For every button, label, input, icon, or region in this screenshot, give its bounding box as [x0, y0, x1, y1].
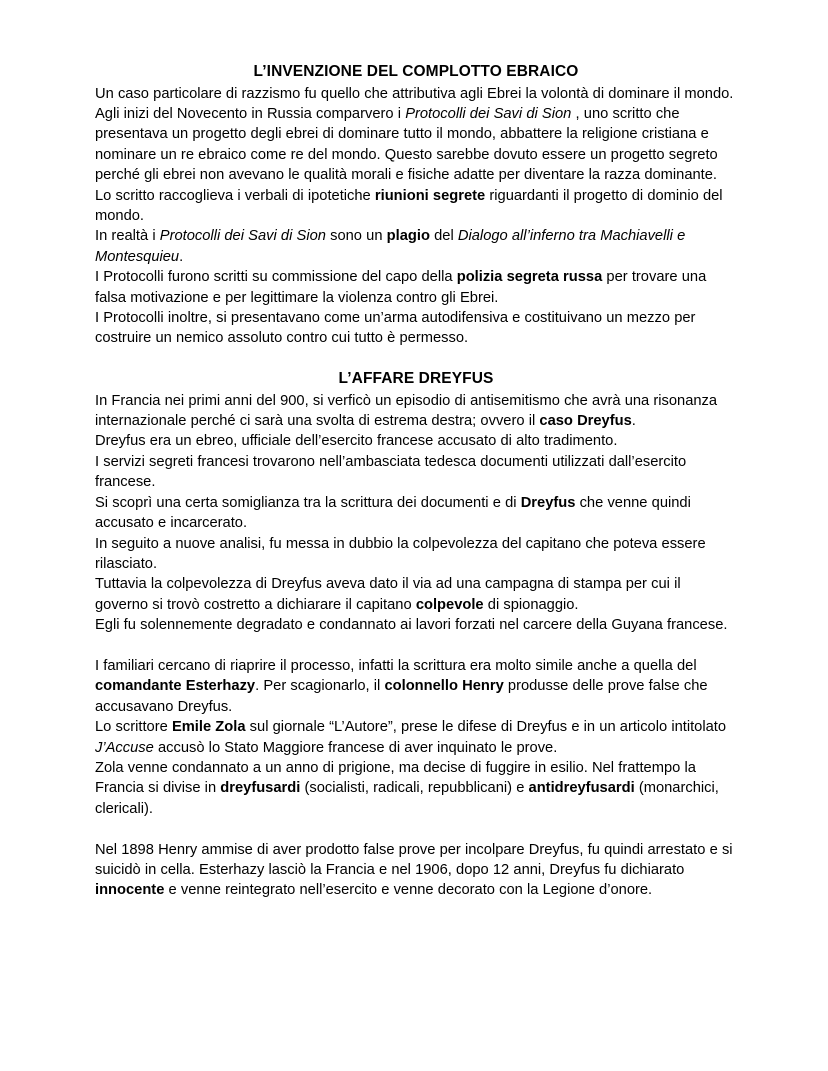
- text-run: I familiari cercano di riaprire il processo, infatti la scrittura era molto simile anche a quella del: [95, 657, 697, 674]
- italic-run: Dialogo all’inferno tra Machiavelli e Montesquieu: [95, 228, 686, 265]
- paragraph: [95, 267, 737, 308]
- paragraph: [95, 840, 737, 901]
- paragraph: [95, 308, 737, 349]
- text-run: Si scoprì una certa somiglianza tra la scrittura dei documenti e di: [95, 494, 521, 511]
- text-run: che venne quindi accusato e incarcerato.: [95, 494, 691, 532]
- section-heading: L’INVENZIONE DEL COMPLOTTO EBRAICO: [253, 63, 579, 80]
- paragraph: [95, 717, 737, 758]
- text-run: In Francia nei primi anni del 900, si verficò un episodio di antisemitismo che avrà una risonanza internazionale perché ci sarà una svolta di estrema destra; ovvero il: [95, 392, 718, 430]
- paragraph: [95, 452, 737, 493]
- bold-run: caso Dreyfus: [539, 413, 632, 430]
- text-run: Lo scrittore: [95, 719, 172, 736]
- paragraph: [95, 758, 737, 819]
- text-run: sono un: [325, 228, 387, 245]
- paragraph: [95, 186, 737, 227]
- paragraph: [95, 656, 737, 717]
- text-run: In seguito a nuove analisi, fu messa in dubbio la colpevolezza del capitano che poteva essere rilasciato.: [95, 535, 706, 572]
- bold-run: riunioni segrete: [374, 187, 486, 204]
- text-run: accusò lo Stato Maggiore francese di aver inquinato le prove.: [153, 739, 558, 756]
- paragraph: [95, 431, 737, 451]
- bold-run: antidreyfusardi: [528, 780, 635, 797]
- paragraph: [95, 574, 737, 615]
- paragraph-spacer: [95, 819, 737, 839]
- bold-run: Dreyfus: [520, 494, 576, 511]
- section-heading: L’AFFARE DREYFUS: [338, 370, 494, 388]
- text-run: Un caso particolare di razzismo fu quello che attributiva agli Ebrei la volontà di dominare il mondo.: [95, 85, 734, 102]
- bold-run: plagio: [386, 228, 430, 245]
- text-run: (monarchici, clericali).: [95, 780, 719, 817]
- bold-run: colonnello Henry: [384, 678, 504, 695]
- text-run: .: [631, 413, 636, 430]
- paragraph: [95, 84, 737, 104]
- paragraph: [95, 104, 737, 186]
- text-run: sul giornale “L’Autore”, prese le difese di Dreyfus e in un articolo intitolato: [245, 719, 727, 736]
- text-run: , uno scritto che presentava un progetto degli ebrei di dominare tutto il mondo, abbattere la religione cristiana e nominare un re ebraico come re del mondo. Questo sarebbe dovuto essere un progetto segreto perché gli ebrei non avevano le qualità morali e fisiche adatte per diventare la razza dominante.: [95, 105, 718, 184]
- paragraph: [95, 493, 737, 534]
- text-run: Zola venne condannato a un anno di prigione, ma decise di fuggire in esilio. Nel frattempo la Francia si divise in: [95, 759, 696, 797]
- text-run: produsse delle prove false che accusavano Dreyfus.: [95, 678, 708, 715]
- text-run: Tuttavia la colpevolezza di Dreyfus aveva dato il via ad una campagna di stampa per cui il governo si trovò costretto a dichiarare il capitano: [95, 576, 681, 613]
- paragraph: [95, 391, 737, 432]
- bold-run: innocente: [95, 882, 165, 899]
- text-run: In realtà i: [95, 228, 160, 245]
- document-body: [95, 62, 737, 901]
- text-run: .: [179, 248, 184, 265]
- text-run: Egli fu solennemente degradato e condannato ai lavori forzati nel carcere della Guyana francese.: [95, 617, 728, 634]
- text-run: riguardanti il progetto di dominio del mondo.: [95, 187, 723, 224]
- bold-run: colpevole: [415, 596, 484, 613]
- bold-run: polizia segreta russa: [456, 269, 603, 286]
- text-run: I Protocolli furono scritti su commissione del capo della: [95, 269, 457, 286]
- text-run: . Per scagionarlo, il: [255, 678, 385, 695]
- text-run: del: [429, 228, 458, 245]
- paragraph: [95, 615, 737, 635]
- italic-run: J’Accuse: [95, 739, 154, 756]
- paragraph: [95, 226, 737, 267]
- text-run: e venne reintegrato nell’esercito e venne decorato con la Legione d’onore.: [164, 882, 653, 899]
- text-run: Lo scritto raccoglieva i verbali di ipotetiche: [95, 187, 375, 204]
- paragraph-spacer: [95, 636, 737, 656]
- bold-run: dreyfusardi: [220, 780, 301, 797]
- bold-run: comandante Esterhazy: [95, 678, 256, 695]
- text-run: Agli inizi del Novecento in Russia comparvero i: [95, 105, 406, 122]
- paragraph: [95, 534, 737, 575]
- text-run: (socialisti, radicali, repubblicani) e: [300, 780, 529, 797]
- text-run: I Protocolli inoltre, si presentavano come un’arma autodifensiva e costituivano un mezzo per costruire un nemico assoluto contro cui tutto è permesso.: [95, 309, 696, 347]
- text-run: I servizi segreti francesi trovarono nell’ambasciata tedesca documenti utilizzati dall’esercito francese.: [95, 453, 687, 491]
- italic-run: Protocolli dei Savi di Sion: [405, 105, 572, 122]
- italic-run: Protocolli dei Savi di Sion: [159, 228, 326, 245]
- paragraph-spacer: [95, 349, 737, 369]
- text-run: per trovare una falsa motivazione e per legittimare la violenza contro gli Ebrei.: [95, 269, 707, 306]
- text-run: Nel 1898 Henry ammise di aver prodotto false prove per incolpare Dreyfus, fu quindi arrestato e si suicidò in cella. Esterhazy lasciò la Francia e nel 1906, dopo 12 anni, Dreyfus fu dichiarato: [95, 841, 733, 878]
- text-run: di spionaggio.: [483, 596, 579, 613]
- bold-run: Emile Zola: [171, 719, 246, 736]
- text-run: Dreyfus era un ebreo, ufficiale dell’esercito francese accusato di alto tradimento.: [95, 433, 618, 450]
